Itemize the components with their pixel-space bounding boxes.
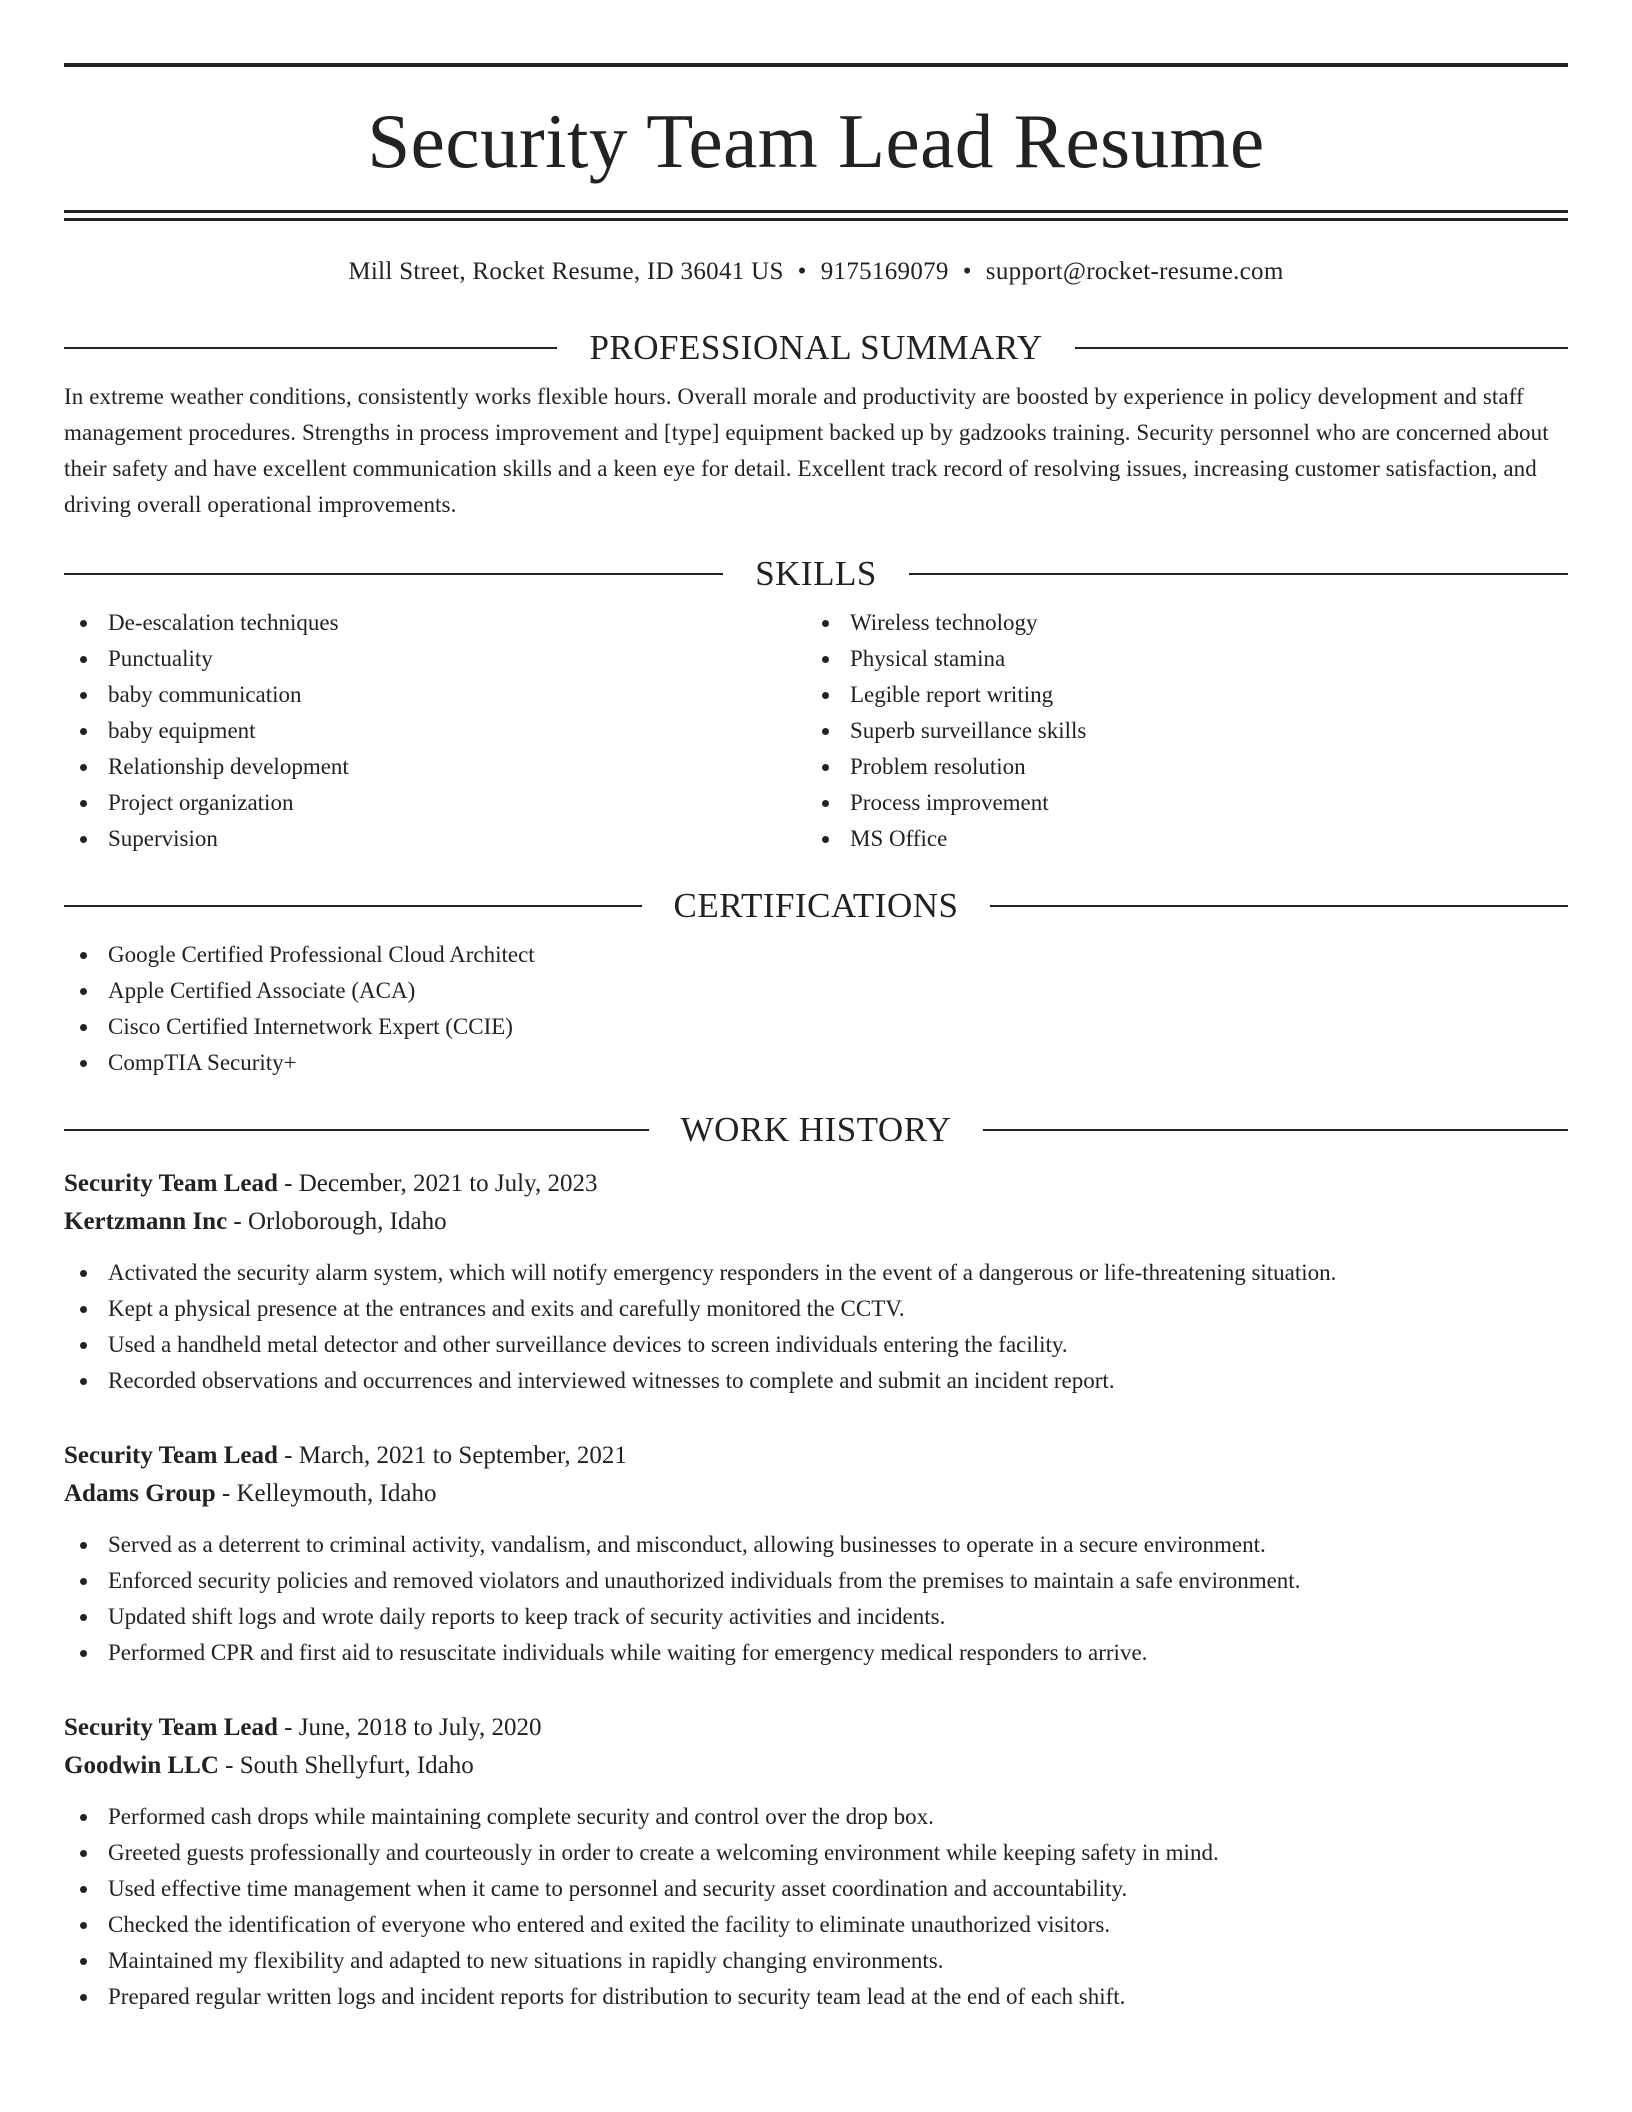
- job-role: Security Team Lead: [64, 1714, 278, 1741]
- list-item: Process improvement: [806, 785, 1548, 821]
- list-item: Checked the identification of everyone who entered and exited the facility to eliminate unauthorized visitors.: [64, 1907, 1568, 1943]
- section-header-summary: [64, 327, 1568, 369]
- list-item: Superb surveillance skills: [806, 713, 1548, 749]
- list-item: Problem resolution: [806, 749, 1548, 785]
- list-item: Kept a physical presence at the entrances and exits and carefully monitored the CCTV.: [64, 1291, 1568, 1327]
- section-title: PROFESSIONAL SUMMARY: [589, 328, 1043, 367]
- list-item: Prepared regular written logs and incident reports for distribution to security team lead at the end of each shift.: [64, 1979, 1568, 2015]
- job-company: Adams Group: [64, 1480, 216, 1507]
- top-divider: [64, 63, 1568, 67]
- resume-page: [64, 0, 1568, 2015]
- job-dates: - December, 2021 to July, 2023: [277, 1170, 598, 1197]
- section-title: SKILLS: [755, 554, 877, 593]
- contact-email: support@rocket-resume.com: [985, 258, 1284, 285]
- contact-line: [64, 257, 1568, 287]
- list-item: Supervision: [64, 821, 806, 857]
- list-item: baby communication: [64, 677, 806, 713]
- section-rule: [983, 1129, 1568, 1131]
- list-item: Wireless technology: [806, 605, 1548, 641]
- list-item: Used effective time management when it came to personnel and security asset coordination and accountability.: [64, 1871, 1568, 1907]
- list-item: De-escalation techniques: [64, 605, 806, 641]
- list-item: Activated the security alarm system, which will notify emergency responders in the event of a dangerous or life-threatening situation.: [64, 1255, 1568, 1291]
- list-item: Relationship development: [64, 749, 806, 785]
- job-duties-list: [64, 1255, 1568, 1399]
- list-item: MS Office: [806, 821, 1548, 857]
- section-title: CERTIFICATIONS: [673, 886, 959, 925]
- list-item: baby equipment: [64, 713, 806, 749]
- list-item: Used a handheld metal detector and other surveillance devices to screen individuals entering the facility.: [64, 1327, 1568, 1363]
- job-entry: [64, 1437, 1568, 1671]
- list-item: Updated shift logs and wrote daily reports to keep track of security activities and incidents.: [64, 1599, 1568, 1635]
- job-dates: - June, 2018 to July, 2020: [277, 1714, 542, 1741]
- section-rule: [64, 905, 642, 907]
- section-header-skills: [64, 553, 1568, 595]
- list-item: Project organization: [64, 785, 806, 821]
- list-item: Apple Certified Associate (ACA): [64, 973, 1568, 1009]
- work-history-list: [64, 1165, 1568, 2015]
- list-item: Maintained my flexibility and adapted to new situations in rapidly changing environments.: [64, 1943, 1568, 1979]
- section-rule: [64, 347, 557, 349]
- section-rule: [990, 905, 1568, 907]
- section-rule: [64, 573, 723, 575]
- title-double-divider: [64, 210, 1568, 221]
- job-role: Security Team Lead: [64, 1170, 278, 1197]
- job-role: Security Team Lead: [64, 1442, 278, 1469]
- list-item: Performed CPR and first aid to resuscitate individuals while waiting for emergency medical responders to arrive.: [64, 1635, 1568, 1671]
- job-dates: - March, 2021 to September, 2021: [277, 1442, 627, 1469]
- section-title: WORK HISTORY: [680, 1110, 952, 1149]
- job-company: Kertzmann Inc: [64, 1208, 228, 1235]
- job-location: - Orloborough, Idaho: [227, 1208, 447, 1235]
- list-item: CompTIA Security+: [64, 1045, 1568, 1081]
- job-company-line: [64, 1747, 1568, 1785]
- job-location: - Kelleymouth, Idaho: [215, 1480, 437, 1507]
- contact-phone: 9175169079: [820, 258, 949, 285]
- certifications-list: [64, 937, 1568, 1081]
- job-company-line: [64, 1203, 1568, 1241]
- job-title-line: [64, 1709, 1568, 1747]
- section-header-work-history: [64, 1109, 1568, 1151]
- job-entry: [64, 1165, 1568, 1399]
- list-item: Punctuality: [64, 641, 806, 677]
- resume-title: Security Team Lead Resume: [367, 98, 1265, 184]
- skills-list-left: [64, 605, 806, 857]
- job-duties-list: [64, 1799, 1568, 2015]
- skills-columns: [64, 605, 1568, 857]
- job-entry: [64, 1709, 1568, 2015]
- skills-list-right: [806, 605, 1548, 857]
- job-duties-list: [64, 1527, 1568, 1671]
- job-location: - South Shellyfurt, Idaho: [218, 1752, 474, 1779]
- job-company: Goodwin LLC: [64, 1752, 219, 1779]
- list-item: Google Certified Professional Cloud Architect: [64, 937, 1568, 973]
- list-item: Performed cash drops while maintaining complete security and control over the drop box.: [64, 1799, 1568, 1835]
- contact-address: Mill Street, Rocket Resume, ID 36041 US: [348, 258, 784, 285]
- contact-separator: •: [797, 258, 807, 285]
- section-rule: [909, 573, 1568, 575]
- list-item: Greeted guests professionally and courteously in order to create a welcoming environment while keeping safety in mind.: [64, 1835, 1568, 1871]
- section-header-certifications: [64, 885, 1568, 927]
- list-item: Recorded observations and occurrences and interviewed witnesses to complete and submit an incident report.: [64, 1363, 1568, 1399]
- list-item: Legible report writing: [806, 677, 1548, 713]
- summary-text: In extreme weather conditions, consistently works flexible hours. Overall morale and productivity are boosted by experience in policy development and staff management procedures. Strengths in process improvement and [type] equipment backed up by gadzooks training. Security personnel who are concerned about their safety and have excellent communication skills and a keen eye for detail. Excellent track record of resolving issues, increasing customer satisfaction, and driving overall operational improvements.: [64, 384, 1549, 517]
- section-rule: [64, 1129, 649, 1131]
- list-item: Enforced security policies and removed violators and unauthorized individuals from the premises to maintain a safe environment.: [64, 1563, 1568, 1599]
- job-title-line: [64, 1437, 1568, 1475]
- list-item: Physical stamina: [806, 641, 1548, 677]
- job-company-line: [64, 1475, 1568, 1513]
- list-item: Cisco Certified Internetwork Expert (CCIE): [64, 1009, 1568, 1045]
- list-item: Served as a deterrent to criminal activity, vandalism, and misconduct, allowing businesses to operate in a secure environment.: [64, 1527, 1568, 1563]
- job-title-line: [64, 1165, 1568, 1203]
- section-rule: [1075, 347, 1568, 349]
- contact-separator: •: [962, 258, 972, 285]
